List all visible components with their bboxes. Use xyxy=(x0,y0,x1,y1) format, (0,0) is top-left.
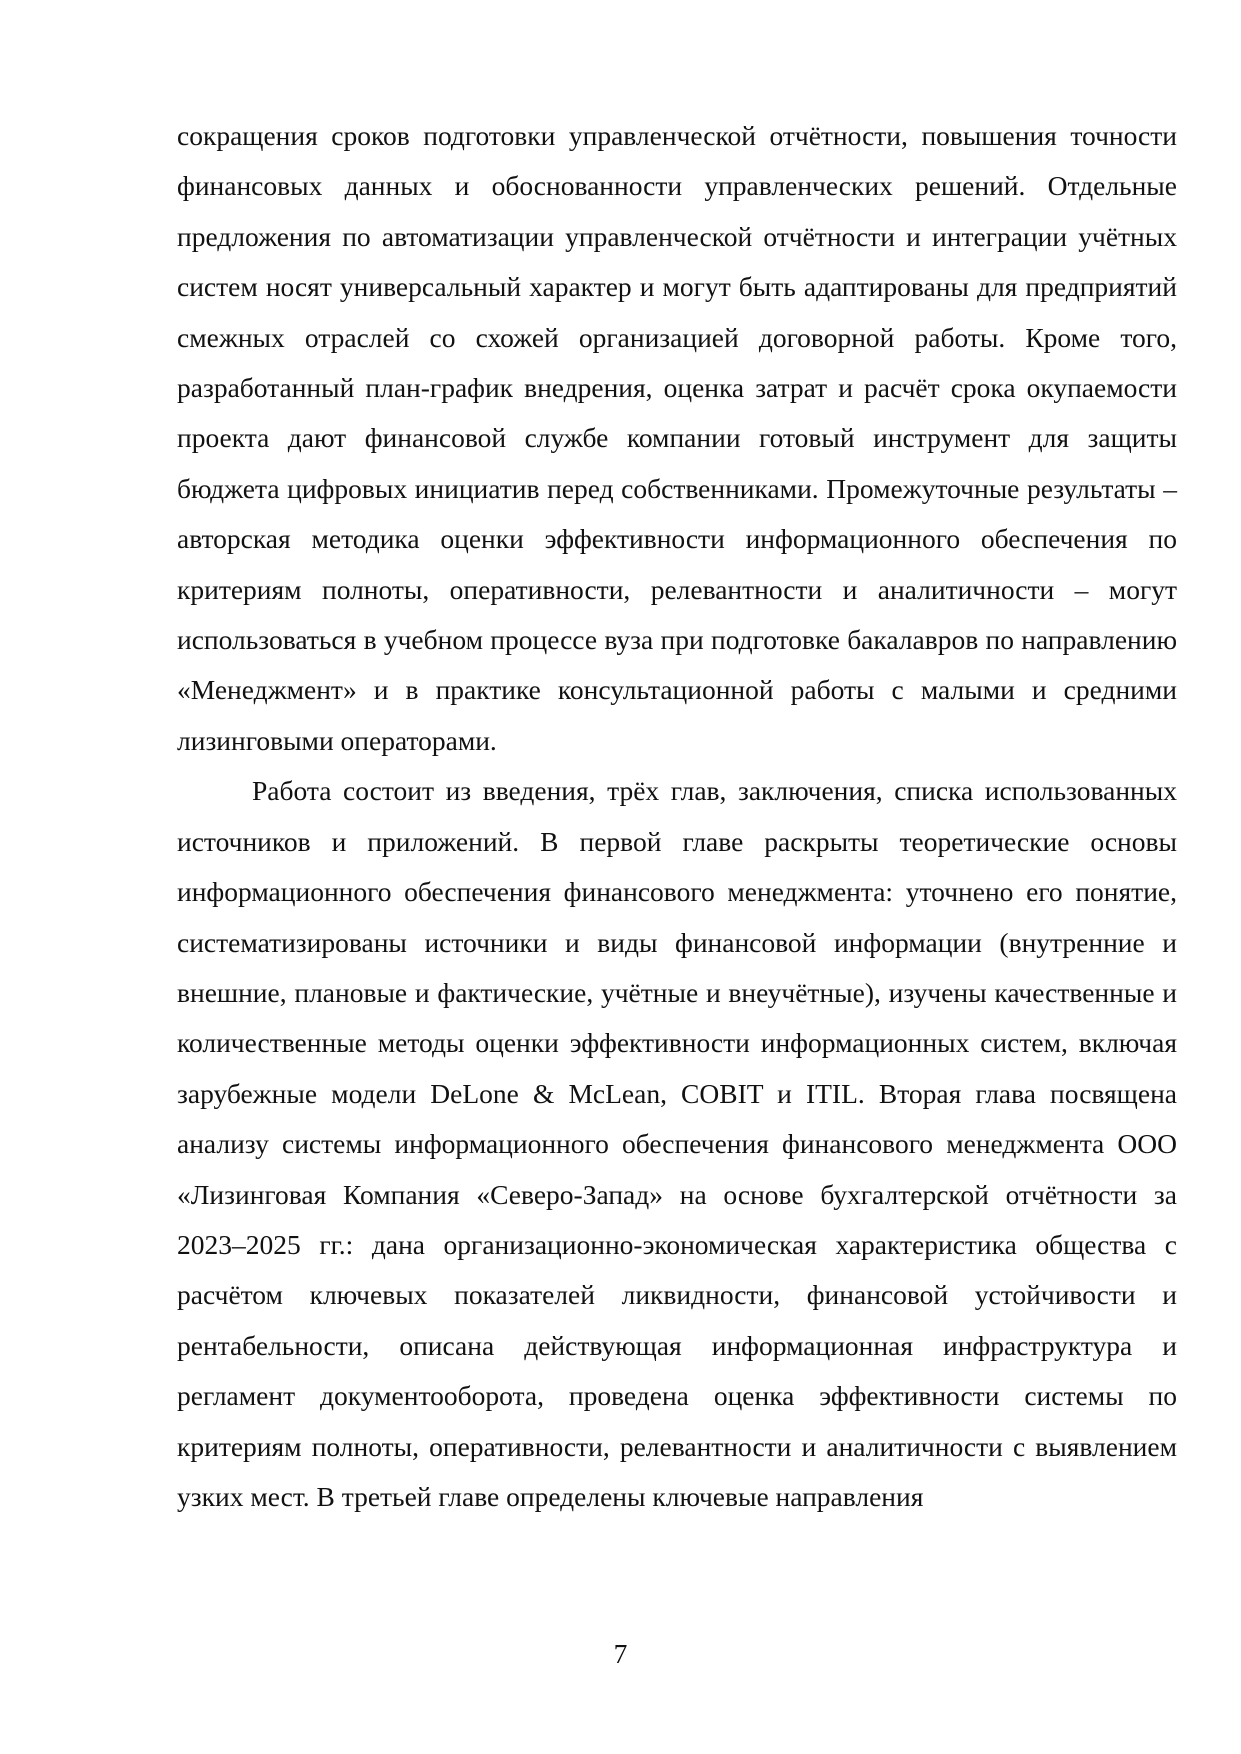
paragraph-continuation: сокращения сроков подготовки управленческой отчётности, повышения точности финансовых данных и обоснованности управленческих решений. Отдельные предложения по автоматизации управленческой отчётности и интеграции учётных систем носят универсальный характер и могут быть адаптированы для предприятий смежных отраслей со схожей организацией договорной работы. Кроме того, разработанный план-график внедрения, оценка затрат и расчёт срока окупаемости проекта дают финансовой службе компании готовый инструмент для защиты бюджета цифровых инициатив перед собственниками. Промежуточные результаты – авторская методика оценки эффективности информационного обеспечения по критериям полноты, оперативности, релевантности и аналитичности – могут использоваться в учебном процессе вуза при подготовке бакалавров по направлению «Менеджмент» и в практике консультационной работы с малыми и средними лизинговыми операторами. xyxy=(177,120,1177,756)
page-number: 7 xyxy=(613,1638,628,1669)
body-text xyxy=(177,111,1177,1522)
paragraph-structure: Работа состоит из введения, трёх глав, заключения, списка использованных источников и приложений. В первой главе раскрыты теоретические основы информационного обеспечения финансового менеджмента: уточнено его понятие, систематизированы источники и виды финансовой информации (внутренние и внешние, плановые и фактические, учётные и внеучётные), изучены качественные и количественные методы оценки эффективности информационных систем, включая зарубежные модели DeLone & McLean, COBIT и ITIL. Вторая глава посвящена анализу системы информационного обеспечения финансового менеджмента ООО «Лизинговая Компания «Северо-Запад» на основе бухгалтерской отчётности за 2023–2025 гг.: дана организационно-экономическая характеристика общества с расчётом ключевых показателей ликвидности, финансовой устойчивости и рентабельности, описана действующая информационная инфраструктура и регламент документооборота, проведена оценка эффективности системы по критериям полноты, оперативности, релевантности и аналитичности с выявлением узких мест. В третьей главе определены ключевые направления xyxy=(177,775,1177,1512)
